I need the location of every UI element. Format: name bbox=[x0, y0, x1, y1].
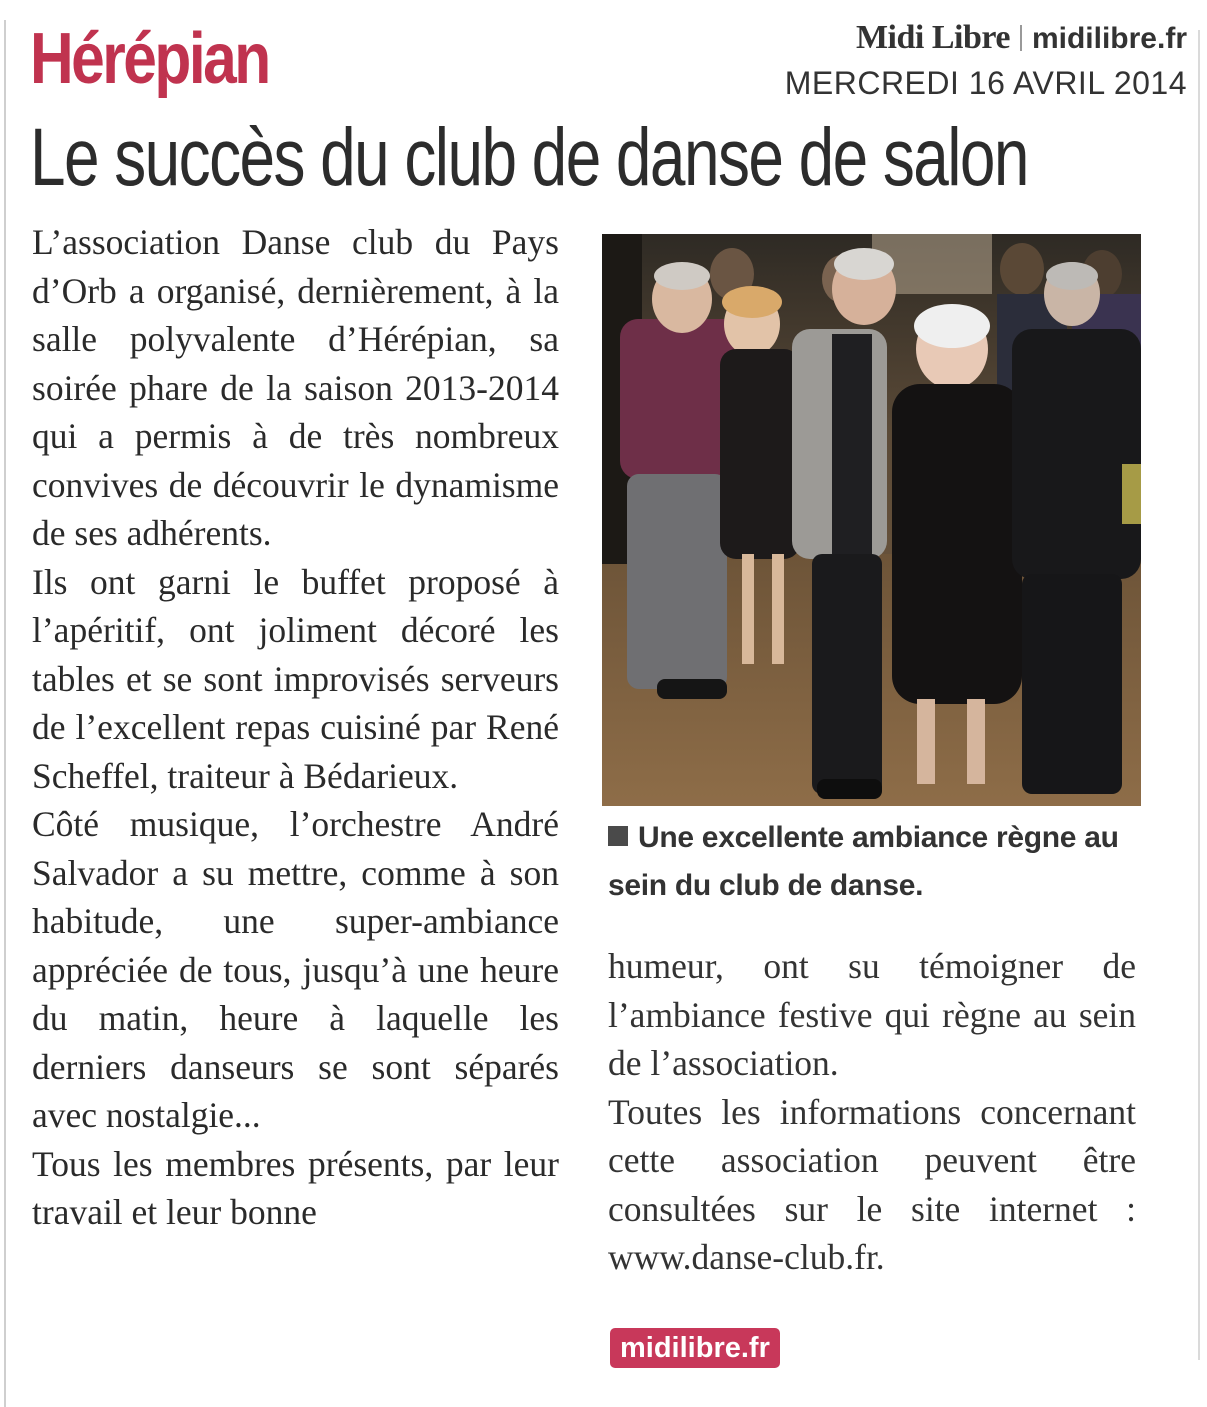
masthead-separator bbox=[1020, 25, 1022, 51]
dance-photo-illustration bbox=[602, 234, 1141, 806]
midilibre-badge: midilibre.fr bbox=[610, 1328, 780, 1368]
dance-photo bbox=[602, 234, 1141, 806]
paragraph: Toutes les informations concernant cette association peuvent être consultées sur le site internet : www.danse-club.fr. bbox=[608, 1091, 1136, 1277]
caption-text: Une excellente ambiance règne au sein du club de danse. bbox=[608, 821, 1119, 902]
scan-edge-right bbox=[1198, 30, 1200, 1360]
publication-date: MERCREDI 16 AVRIL 2014 bbox=[784, 65, 1187, 101]
paragraph: humeur, ont su témoigner de l’ambiance festive qui règne au sein de l’association. bbox=[608, 946, 1136, 1083]
newspaper-site: midilibre.fr bbox=[1031, 22, 1187, 55]
paragraph: Côté musique, l’orchestre André Salvador a su mettre, comme à son habitude, une super-ambiance appréciée de tous, jusqu’à une heure du matin, heure à laquelle les derniers danseurs se sont séparés avec nostalgie... bbox=[32, 804, 559, 1135]
photo-caption bbox=[608, 814, 1136, 910]
masthead bbox=[856, 18, 1187, 59]
paragraph: Tous les membres présents, par leur travail et leur bonne bbox=[32, 1143, 559, 1232]
caption-square-icon bbox=[608, 826, 628, 846]
article-column-left bbox=[32, 218, 559, 1237]
article-headline: Le succès du club de danse de salon bbox=[30, 112, 1028, 203]
paragraph: L’association Danse club du Pays d’Orb a organisé, dernièrement, à la salle polyvalente d’Hérépian, sa soirée phare de la saison 2013-2014 qui a permis à de très nombreux convives de découvrir le dynamisme de ses adhérents. bbox=[32, 222, 559, 553]
paragraph: Ils ont garni le buffet proposé à l’apéritif, ont joliment décoré les tables et se sont improvisés serveurs de l’excellent repas cuisiné par René Scheffel, traiteur à Bédarieux. bbox=[32, 561, 559, 796]
locality-heading: Hérépian bbox=[30, 19, 269, 99]
scan-edge-left bbox=[4, 20, 6, 1407]
article-column-right bbox=[608, 942, 1136, 1282]
newspaper-name: Midi Libre bbox=[855, 19, 1010, 56]
